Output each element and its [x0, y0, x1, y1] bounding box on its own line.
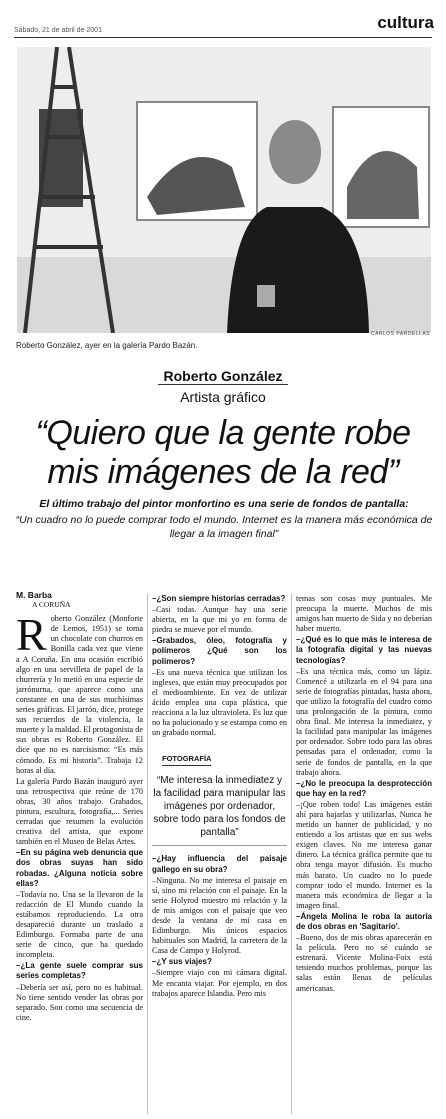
column-divider [147, 594, 148, 1114]
headline-line-2: mis imágenes de la red” [47, 453, 399, 491]
subject-name: Roberto González [163, 368, 283, 384]
interview-answer: –Ninguna. No me interesa el paisaje en sí, sino mi relación con el paisaje. En la serie Holyrod muestro mi relación y la de mis amigos con el paisaje que veo desde la ventana de mi casa en Edimburgo. Mis únicos espacios habituales son Madrid, la carretera de la Casa de Campo y Holyrod. [152, 875, 287, 956]
interview-answer: –Bueno, dos de mis obras aparecerán en la película. Pero no sé cuándo se estrenará. Vicente Molina-Foix está teniendo muchos problemas, porque las salas están llenas de películas americanas. [296, 933, 432, 993]
interview-answer: temas son cosas muy puntuales. Me preocupa la muerte. Muchos de mis amigos han muerto de Sida y no deberían haber muerto. [296, 594, 432, 634]
drop-cap: R [16, 609, 47, 661]
interview-question: –¿La gente suele comprar sus series completas? [16, 961, 143, 981]
person-head [269, 120, 321, 184]
interview-answer: –Debería ser así, pero no es habitual. No tiene sentido vender las obras por separado. Son como una secuencia de cine. [16, 982, 143, 1022]
interview-answer: –Todavía no. Una se la llevaron de la redacción de El Mundo cuando la estábamos reproduciendo. La otra desapareció durante un traslado a Edimburgo. Formaba parte de una serie de cinco, que ha quedado incompleta. [16, 889, 143, 960]
byline-place: A CORUÑA [32, 600, 71, 610]
pull-quote-box [152, 744, 287, 846]
photo-credit: CARLOS PARDELLAS [370, 331, 430, 337]
interview-question: –¿Hay influencia del paisaje gallego en su obra? [152, 854, 287, 874]
section-title: cultura [377, 13, 434, 32]
article-column-1 [16, 590, 143, 1115]
interview-question: –Grabados, óleo, fotografía y polímeros ¿Qué son los polímeros? [152, 636, 287, 666]
paragraph-text: oberto González (Monforte de Lemos, 1951) se toma un chocolate con churros en Bonilla cada vez que viene a A Coruña. En una ocasión escribió algo en una servilleta de papel de la churrería y lo metió en una especie de jarrónurna, que aparece como una constante en una de sus muchísimas series gráficas. El jarrón, dice, protege sus recuerdos de la violencia, la muerte y la maldad. El protagonista de sus obras es Roberto González. El dice que no es narcisismo: “Es más cómodo. Es mi historia”. Trabaja 12 horas al día. [16, 614, 143, 775]
lede-quote: “Un cuadro no lo puede comprar todo el mundo. Internet es la manera más económica de llegar a la imagen final” [15, 514, 433, 540]
interview-answer: –Es una nueva técnica que utilizan los ingleses, que están muy preocupados por el medioambiente. En vez de utilizar ácido emplea una capa plástica, que reacciona a la luz ultravioleta. Es luz que no ha polucionado y se estampa como en un grabado normal. [152, 667, 287, 738]
article-column-3 [296, 594, 432, 1115]
paragraph: La galería Pardo Bazán inauguró ayer una retrospectiva que reúne de 170 obras, 30 años trabajo. Grabados, pintura, escultura, fotografía,... Series cerradas que resumen la evolución creativa del artista, que expone también en el Museo de Belas Artes. [16, 776, 143, 847]
interview-answer: –¡Que roben todo! Las imágenes están ahí para bajarlas y utilizarlas. Nunca he metido un banner de publicidad, y no entiendo a los artistas que en sus webs exigen claves. No me interesa ganar dinero. La técnica gráfica permite que tu obra tenga mayor difusión. Es mucho más barato. Un cuadro no lo puede comprar todo el mundo. Internet es la manera más económica de llegar a la imagen final. [296, 799, 432, 910]
interview-question: –¿Son siempre historias cerradas? [152, 594, 286, 603]
column-divider [291, 594, 292, 1114]
lede-summary: El último trabajo del pintor monfortino es una serie de fondos de pantalla: [39, 498, 409, 510]
subject-role: Artista gráfico [180, 389, 266, 405]
photo-caption: Roberto González, ayer en la galería Pardo Bazán. [16, 341, 198, 350]
interview-answer: –Casi todas. Aunque hay una serie abierta, en la que mi yo en forma de piedra se mueve por el mundo. [152, 605, 287, 635]
issue-date: Sábado, 21 de abril de 2001 [14, 27, 102, 34]
interview-answer: –Es una técnica más, como un lápiz. Comencé a utilizarla en el 94 para una serie de fotografías pintadas, hasta ahora, que utilizo la fotografía del cuadro como una prolongación de la pintura, como obra final. Me interesa la inmediatez, y la facilidad para manipular las imágenes por ordenador. Sobre todo para las obras pensadas para el ordenador, como la serie de fondos de pantalla, en la que trabajo ahora. [296, 666, 432, 777]
interview-question: –¿No le preocupa la desprotección que hay en la red? [296, 778, 432, 798]
article-column-2 [152, 594, 287, 1115]
paragraph [16, 609, 143, 776]
subject-divider [158, 384, 288, 385]
interview-question: –¿Y sus viajes? [152, 957, 212, 967]
pull-quote-tag: FOTOGRAFÍA [162, 754, 211, 766]
page-header [0, 0, 446, 46]
interview-question: –¿Qué es lo que más le interesa de la fotografía digital y las nuevas tecnologías? [296, 635, 432, 665]
interview-question: –Ángela Molina le roba la autoría de dos obras en 'Sagitario'. [296, 911, 432, 931]
header-rule [14, 37, 432, 38]
pull-quote: “Me interesa la inmediatez y la facilidad para manipular las imágenes por ordenador, sobre todo para los fondos de pantalla” [152, 770, 287, 846]
interview-answer: –Siempre viajo con mi cámara digital. Me encanta viajar. Por ejemplo, en dos trabajos aparece Islandia. Pero mis [152, 968, 287, 998]
interview-question: –En su página web denuncia que dos obras suyas han sido robadas. ¿Alguna noticia sobre ellas? [16, 848, 143, 888]
headline-line-1: “Quiero que la gente robe [35, 414, 411, 452]
feature-photo [17, 47, 431, 333]
headline [8, 414, 438, 492]
byline-author: M. Barba [16, 590, 52, 600]
